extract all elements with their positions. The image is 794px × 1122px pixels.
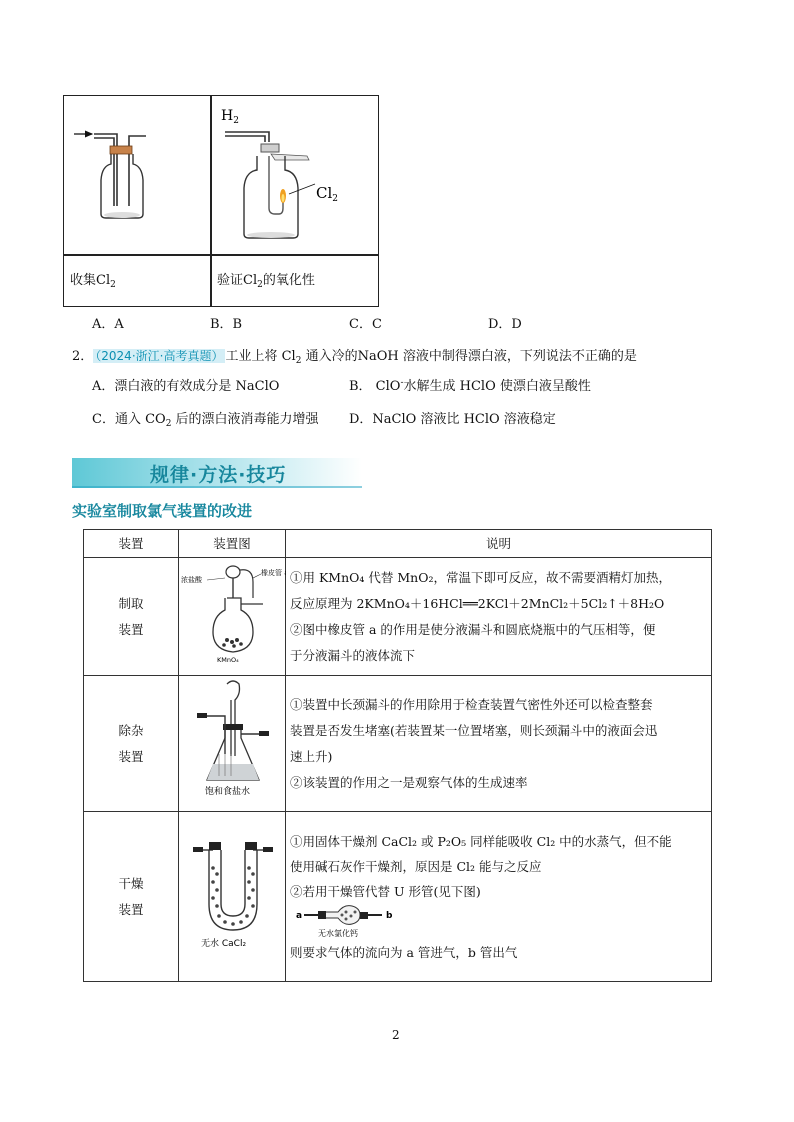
table-header-row <box>84 530 712 558</box>
table-row <box>84 812 712 982</box>
row-description: ①装置中长颈漏斗的作用除用于检查装置气密性外还可以检查整套 装置是否发生堵塞(若装置某一位置堵塞，则长颈漏斗中的液面会迅 速上升) ②该装置的作用之一是观察气体的生成速率 <box>286 676 712 812</box>
preparation-figure-cell <box>179 558 286 676</box>
collection-bottle-figure <box>64 96 210 254</box>
q1-option-d: D．D <box>488 317 522 332</box>
q2-option-d: D．NaClO 溶液比 HClO 溶液稳定 <box>349 412 556 427</box>
page-number: 2 <box>392 1028 400 1042</box>
header-description: 说明 <box>286 530 712 558</box>
fig-label-hcl: 浓盐酸 <box>181 576 202 584</box>
fig-label-anhydrous-cacl2: 无水氯化钙 <box>318 928 358 938</box>
fig-label-cacl2: 无水 CaCl₂ <box>201 939 247 949</box>
q1-option-b: B．B <box>210 317 243 332</box>
drying-apparatus-figure <box>179 812 286 972</box>
chlorine-apparatus-table <box>83 529 712 982</box>
drying-tube-label-a: a <box>296 910 303 921</box>
drying-tube-figure <box>290 904 400 940</box>
row-label: 干燥 装置 <box>84 812 179 982</box>
verify-cl2-label: 验证$Cl_2$的氧化性 <box>217 273 315 290</box>
q2-option-a: A．漂白液的有效成分是 NaClO <box>92 379 280 394</box>
h2-label: $H_2$ <box>221 108 239 126</box>
cl2-label: $Cl_2$ <box>316 184 339 204</box>
section-title: 实验室制取氯气装置的改进 <box>72 502 253 520</box>
q2-option-c: C．通入 $CO_2$ 后的漂白液消毒能力增强 <box>92 412 319 429</box>
row-label: 制取 装置 <box>84 558 179 676</box>
fig-label-brine: 饱和食盐水 <box>205 787 251 797</box>
q2-option-b: B． ClO-水解生成 HClO 使漂白液呈酸性 <box>349 378 591 394</box>
section-banner <box>72 458 362 488</box>
table-row <box>84 558 712 676</box>
table-row <box>84 676 712 812</box>
drying-tube-label-b: b <box>386 910 393 921</box>
h2-burning-figure <box>211 96 379 254</box>
q1-option-a: A．A <box>92 317 124 332</box>
row-description: ①用固体干燥剂 CaCl₂ 或 P₂O₅ 同样能吸收 Cl₂ 中的水蒸气，但不能 使用碱石灰作干燥剂，原因是 Cl₂ 能与之反应 ②若用干燥管代替 U 形管(见下图) a b 无水氯化钙 则要求气体的流向为 a 管进气，b 管出气 <box>286 812 712 982</box>
banner-title: 规律·方法·技巧 <box>150 464 287 486</box>
drying-figure-cell <box>179 812 286 982</box>
purification-apparatus-figure <box>179 676 286 802</box>
collect-cl2-label: 收集$Cl_2$ <box>70 273 116 290</box>
exam-source-tag: （2024·浙江·高考真题） <box>95 349 224 363</box>
apparatus-table <box>63 95 379 307</box>
fig-label-kmno4: KMnO₄ <box>217 656 239 664</box>
fig-label-rubber-tube: 橡皮管 a <box>261 569 286 577</box>
preparation-apparatus-figure <box>179 558 286 666</box>
row-description: ①用 KMnO₄ 代替 MnO₂，常温下即可反应，故不需要酒精灯加热， 反应原理为 2KMnO₄＋16HCl══2KCl＋2MnCl₂＋5Cl₂↑＋8H₂O ②图中橡皮管 a 的作用是使分液漏斗和圆底烧瓶中的气压相等，便 于分液漏斗的液体流下 <box>286 558 712 676</box>
q1-option-c: C．C <box>349 317 382 332</box>
purification-figure-cell <box>179 676 286 812</box>
row-label: 除杂 装置 <box>84 676 179 812</box>
q2-stem: 2． （2024·浙江·高考真题） 工业上将 $Cl_2$ 通入冷的NaOH 溶液中制得漂白液，下列说法不正确的是 <box>72 349 637 366</box>
header-figure: 装置图 <box>179 530 286 558</box>
header-device: 装置 <box>84 530 179 558</box>
